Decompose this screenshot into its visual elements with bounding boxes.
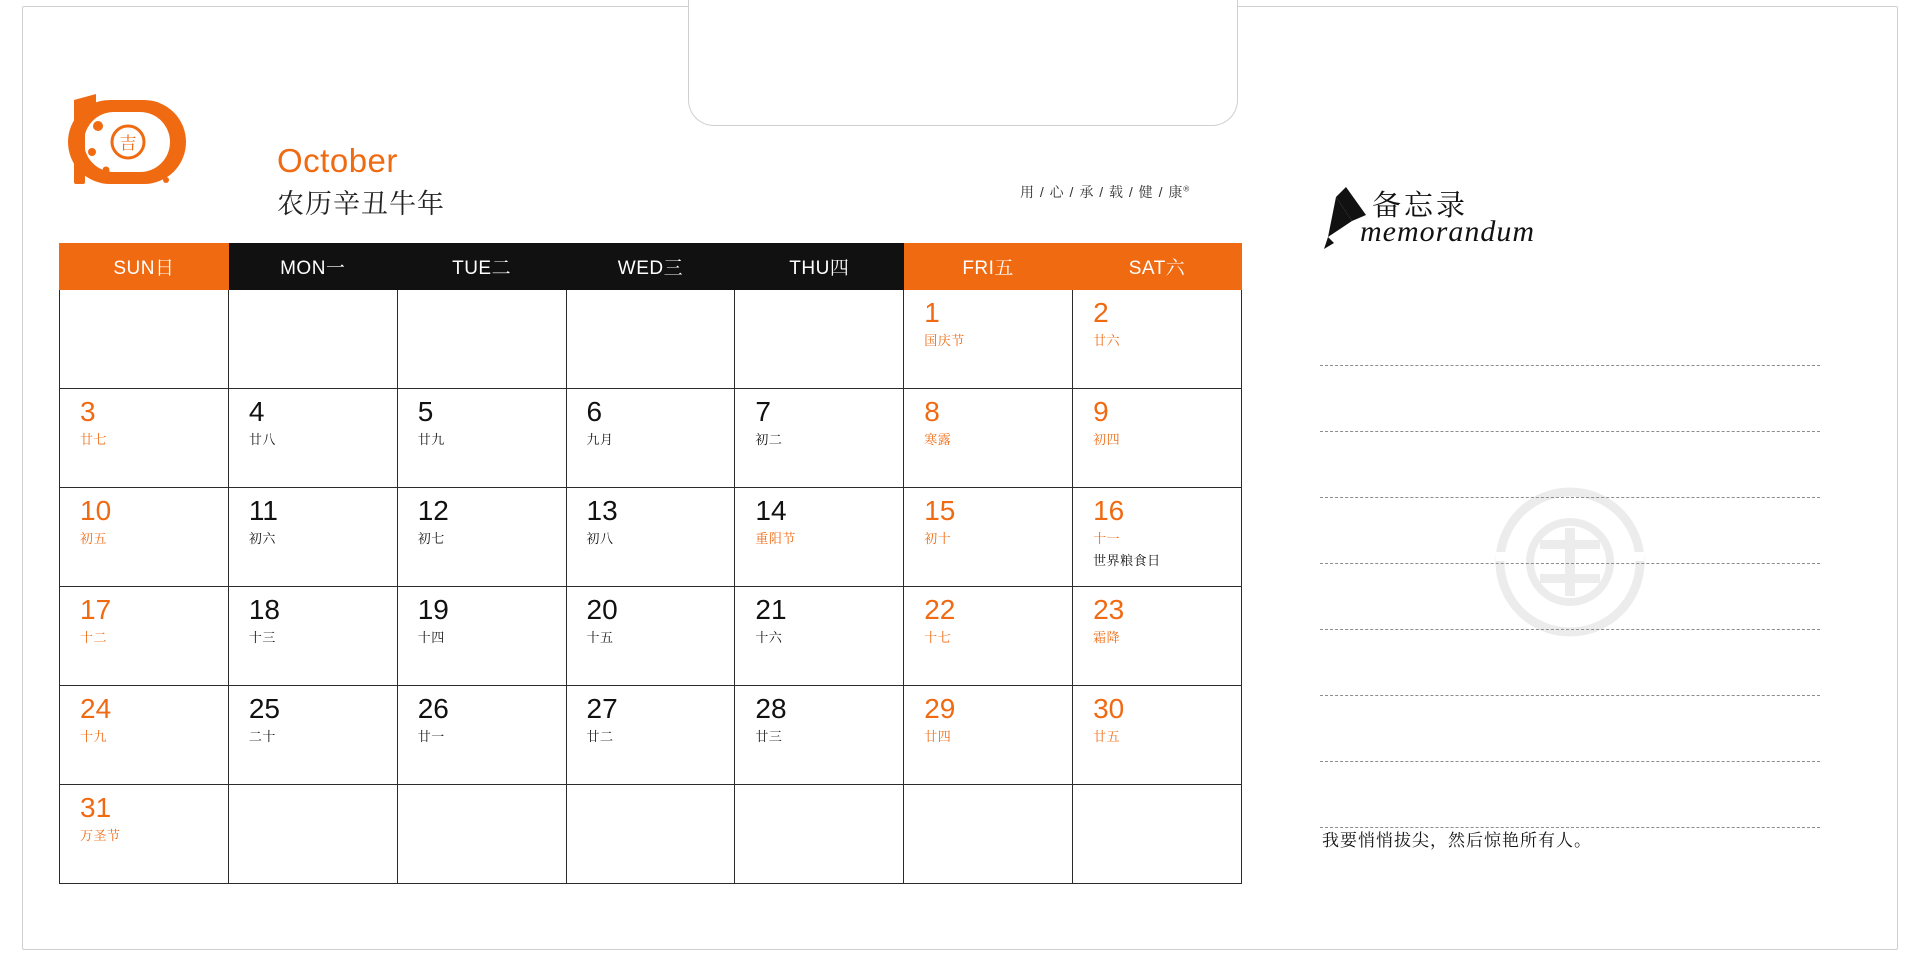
day-number: 9 xyxy=(1093,396,1109,427)
memo-line[interactable] xyxy=(1320,630,1820,696)
day-number: 27 xyxy=(586,693,618,724)
day-cell[interactable] xyxy=(566,488,735,587)
day-lunar-label: 十六 xyxy=(755,630,783,646)
day-lunar-label: 十二 xyxy=(80,630,108,646)
svg-text:吉: 吉 xyxy=(119,134,137,153)
day-cell[interactable] xyxy=(60,389,229,488)
weekday-header-sun: SUN日 xyxy=(60,244,229,290)
day-number: 21 xyxy=(755,594,787,625)
day-number: 11 xyxy=(248,495,278,526)
day-cell[interactable] xyxy=(735,488,904,587)
weekday-header-sat: SAT六 xyxy=(1073,244,1242,290)
top-tab-notch xyxy=(688,0,1238,126)
day-festival-label: 国庆节 xyxy=(924,333,965,349)
day-number: 1 xyxy=(924,297,940,328)
day-number: 12 xyxy=(417,495,449,526)
day-cell[interactable] xyxy=(904,488,1073,587)
day-cell-empty xyxy=(1073,785,1242,884)
month-grid-body xyxy=(60,290,1242,884)
weekday-header-row xyxy=(60,244,1242,290)
day-lunar-label: 廿七 xyxy=(80,432,108,448)
day-cell-empty xyxy=(566,290,735,389)
day-number: 18 xyxy=(248,594,280,625)
day-cell[interactable] xyxy=(1073,389,1242,488)
day-lunar-label: 廿六 xyxy=(1093,333,1121,349)
memo-title-en: memorandum xyxy=(1360,215,1535,248)
week-row xyxy=(60,290,1242,389)
day-lunar-label: 十七 xyxy=(924,630,952,646)
brand-slogan xyxy=(1020,182,1190,202)
weekday-header-wed: WED三 xyxy=(566,244,735,290)
day-festival-label: 霜降 xyxy=(1093,630,1121,646)
memo-line[interactable] xyxy=(1320,432,1820,498)
day-number: 17 xyxy=(80,594,112,625)
day-lunar-label: 廿八 xyxy=(248,432,276,448)
day-cell[interactable] xyxy=(735,587,904,686)
day-cell[interactable] xyxy=(904,686,1073,785)
day-lunar-label: 初十 xyxy=(924,531,952,547)
day-cell[interactable] xyxy=(397,686,566,785)
day-number: 30 xyxy=(1093,693,1125,724)
day-cell[interactable] xyxy=(60,488,229,587)
day-lunar-label: 初八 xyxy=(586,531,614,547)
day-number: 5 xyxy=(417,396,434,427)
memo-line[interactable] xyxy=(1320,300,1820,366)
day-number: 26 xyxy=(417,693,449,724)
weekday-header-mon: MON一 xyxy=(228,244,397,290)
day-number: 16 xyxy=(1093,495,1125,526)
day-number: 8 xyxy=(924,396,940,427)
day-cell[interactable] xyxy=(1073,686,1242,785)
day-lunar-label: 十一 xyxy=(1093,531,1121,547)
day-number: 25 xyxy=(248,693,280,724)
day-lunar-label: 九月 xyxy=(586,432,614,448)
day-number: 22 xyxy=(924,594,956,625)
day-cell[interactable] xyxy=(904,587,1073,686)
day-cell[interactable] xyxy=(1073,290,1242,389)
lunar-year-label: 农历辛丑牛年 xyxy=(277,189,445,219)
day-cell-empty xyxy=(397,785,566,884)
day-number: 10 xyxy=(80,495,112,526)
memo-line[interactable] xyxy=(1320,762,1820,828)
registered-mark: ® xyxy=(1183,184,1191,194)
day-festival-label: 重阳节 xyxy=(755,531,796,547)
day-number: 14 xyxy=(755,495,787,526)
day-number: 4 xyxy=(248,396,265,427)
day-cell[interactable] xyxy=(228,686,397,785)
week-row xyxy=(60,389,1242,488)
day-lunar-label: 初二 xyxy=(755,432,783,448)
day-cell-empty xyxy=(397,290,566,389)
day-lunar-label: 初六 xyxy=(248,531,276,547)
day-lunar-label: 十五 xyxy=(586,630,614,646)
day-cell-empty xyxy=(735,785,904,884)
day-cell[interactable] xyxy=(60,686,229,785)
memo-line[interactable] xyxy=(1320,366,1820,432)
day-lunar-label: 初七 xyxy=(417,531,445,547)
day-lunar-label: 廿五 xyxy=(1093,729,1121,745)
memo-writing-lines[interactable] xyxy=(1320,300,1820,828)
day-cell[interactable] xyxy=(566,686,735,785)
day-lunar-label: 廿四 xyxy=(924,729,952,745)
day-cell[interactable] xyxy=(60,785,229,884)
month-grid xyxy=(59,243,1242,884)
day-lunar-label: 十四 xyxy=(417,630,445,646)
day-cell-empty xyxy=(566,785,735,884)
week-row xyxy=(60,587,1242,686)
day-lunar-label: 廿二 xyxy=(586,729,614,745)
day-number: 7 xyxy=(755,396,771,427)
day-lunar-label: 初五 xyxy=(80,531,108,547)
day-cell-empty xyxy=(735,290,904,389)
day-number: 29 xyxy=(924,693,956,724)
memo-title-cn: 备忘录 xyxy=(1372,190,1469,222)
week-row xyxy=(60,785,1242,884)
memo-line[interactable] xyxy=(1320,498,1820,564)
day-lunar-label: 初四 xyxy=(1093,432,1121,448)
day-cell[interactable] xyxy=(397,488,566,587)
month-name: October xyxy=(277,142,398,179)
day-number: 31 xyxy=(80,792,112,823)
day-festival-label: 寒露 xyxy=(924,432,952,448)
day-cell[interactable] xyxy=(735,686,904,785)
day-observance-label: 世界粮食日 xyxy=(1093,553,1161,569)
day-cell[interactable] xyxy=(228,389,397,488)
day-cell-empty xyxy=(904,785,1073,884)
month-number-logo xyxy=(62,92,222,192)
day-cell[interactable] xyxy=(904,389,1073,488)
day-cell[interactable] xyxy=(228,587,397,686)
week-row xyxy=(60,488,1242,587)
day-lunar-label: 廿三 xyxy=(755,729,783,745)
day-cell[interactable] xyxy=(904,290,1073,389)
weekday-header-fri: FRI五 xyxy=(904,244,1073,290)
day-lunar-label: 十九 xyxy=(80,729,108,745)
memo-quote: 我要悄悄拔尖，然后惊艳所有人。 xyxy=(1322,831,1592,850)
day-cell[interactable] xyxy=(397,587,566,686)
day-festival-label: 万圣节 xyxy=(80,828,121,844)
day-lunar-label: 廿九 xyxy=(417,432,445,448)
day-cell[interactable] xyxy=(60,587,229,686)
day-lunar-label: 二十 xyxy=(248,729,276,745)
day-number: 20 xyxy=(586,594,618,625)
day-cell[interactable] xyxy=(566,587,735,686)
day-number: 3 xyxy=(80,396,96,427)
day-number: 23 xyxy=(1093,594,1125,625)
day-cell[interactable] xyxy=(566,389,735,488)
day-cell[interactable] xyxy=(228,488,397,587)
memo-line[interactable] xyxy=(1320,696,1820,762)
day-cell-empty xyxy=(228,290,397,389)
memo-line[interactable] xyxy=(1320,564,1820,630)
day-cell[interactable] xyxy=(1073,587,1242,686)
weekday-header-thu: THU四 xyxy=(735,244,904,290)
day-number: 13 xyxy=(586,495,618,526)
day-number: 6 xyxy=(586,396,603,427)
brand-slogan-text: 用 / 心 / 承 / 载 / 健 / 康 xyxy=(1020,184,1184,200)
top-tab-notch-mask xyxy=(690,0,1236,4)
day-lunar-label: 廿一 xyxy=(417,729,445,745)
day-number: 15 xyxy=(924,495,956,526)
day-cell[interactable] xyxy=(397,389,566,488)
day-number: 19 xyxy=(417,594,449,625)
day-number: 24 xyxy=(80,693,112,724)
day-cell[interactable] xyxy=(1073,488,1242,587)
day-cell-empty xyxy=(228,785,397,884)
day-number: 2 xyxy=(1093,297,1109,328)
day-cell[interactable] xyxy=(735,389,904,488)
day-number: 28 xyxy=(755,693,787,724)
weekday-header-tue: TUE二 xyxy=(397,244,566,290)
week-row xyxy=(60,686,1242,785)
day-cell-empty xyxy=(60,290,229,389)
day-lunar-label: 十三 xyxy=(248,630,276,646)
